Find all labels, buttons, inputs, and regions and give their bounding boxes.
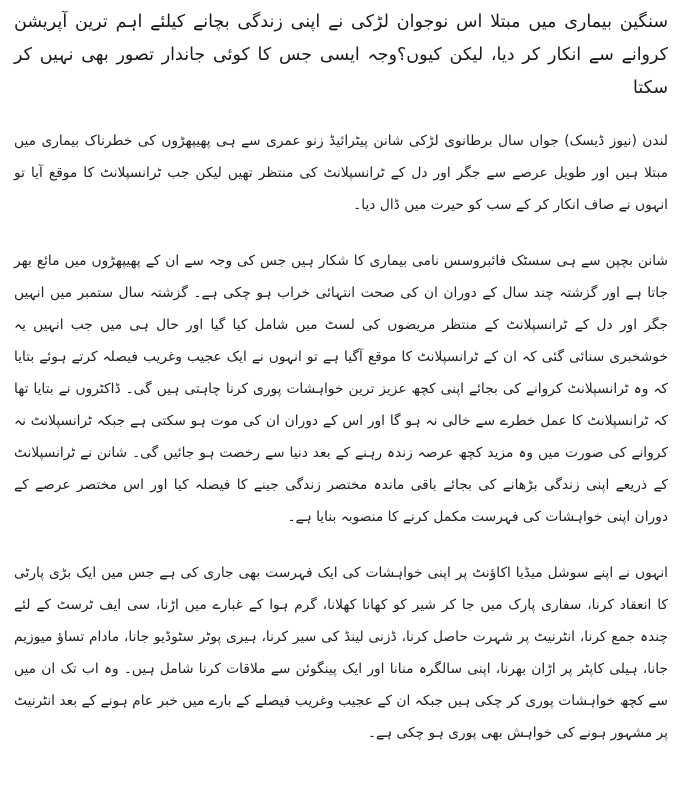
article-headline: سنگین بیماری میں مبتلا اس نوجوان لڑکی نے اپنی زندگی بچانے کیلئے اہم ترین آپریشن کروانے سے انکار کر دیا، لیکن کیوں؟وجہ ایسی جس کا کوئی جاندار تصور بھی نہیں کر سکتا (14, 12, 668, 98)
article-paragraph-3: انہوں نے اپنے سوشل میڈیا اکاﺅنٹ پر اپنی خواہشات کی ایک فہرست بھی جاری کی ہے جس میں ایک بڑی پارٹی کا انعقاد کرنا، سفاری پارک میں جا کر شیر کو کھانا کھلانا، گرم ہوا کے غبارے میں اڑنا، سی ایف ٹرسٹ کے لئے چندہ جمع کرنا، انٹرنیٹ پر شہرت حاصل کرنا، ڈزنی لینڈ کی سیر کرنا، ہیری پوٹر سٹوڈیو جانا، مادام تساؤ میوزیم جانا، ہیلی کاپٹر پر اڑان بھرنا، اپنی سالگرہ منانا اور ایک پینگوئن سے ملاقات کرنا شامل ہیں۔ وہ اب تک ان میں سے کچھ خواہشات پوری کر چکی ہیں جبکہ ان کے عجیب وغریب فیصلے کے بارے میں خبر عام ہونے کے بعد انٹرنیٹ پر مشہور ہونے کی خواہش بھی پوری ہو چکی ہے۔ (14, 565, 668, 741)
news-article (14, 6, 668, 773)
article-paragraph-2: شانن بچپن سے ہی سسٹک فائبروسس نامی بیماری کا شکار ہیں جس کی وجہ سے ان کے پھیپھڑوں میں مائع بھر جاتا ہے اور گزشتہ چند سال کے دوران ان کی صحت انتہائی خراب ہو چکی ہے۔ گزشتہ سال ستمبر میں انہیں جگر اور دل کے ٹرانسپلانٹ کے منتظر مریضوں کی لسٹ میں شامل کیا گیا اور حال ہی میں جب انہیں یہ خوشخبری سنائی گئی کہ ان کے ٹرانسپلانٹ کا موقع آگیا ہے تو انہوں نے ایک عجیب وغریب فیصلہ کرتے ہوئے بتایا کہ وہ ٹرانسپلانٹ کروانے کی بجائے اپنی کچھ عزیز ترین خواہشات پوری کرنا چاہتی ہیں گی۔ ڈاکٹروں نے بتایا تھا کہ ٹرانسپلانٹ کا عمل خطرے سے خالی نہ ہو گا اور اس کے دوران ان کی موت ہو سکتی ہے جبکہ ٹرانسپلانٹ نہ کروانے کی صورت میں وہ مزید کچھ عرصہ زندہ رہنے کے بعد دنیا سے رخصت ہو جائیں گی۔ شانن نے ٹرانسپلانٹ کے ذریعے اپنی زندگی بڑھانے کی بجائے باقی ماندہ مختصر زندگی جینے کا فیصلہ کیا اور اس مختصر عرصے کے دوران اپنی خواہشات کی فہرست مکمل کرنے کا منصوبہ بنایا ہے۔ (14, 253, 668, 525)
article-paragraph-1: لندن (نیوز ڈیسک) جواں سال برطانوی لڑکی شانن پیٹرائیڈ زنو عمری سے ہی پھیپھڑوں کی خطرناک بیماری میں مبتلا ہیں اور طویل عرصے سے جگر اور دل کے ٹرانسپلانٹ کی منتظر تھیں لیکن جب ٹرانسپلانٹ کا موقع آیا تو انہوں نے صاف انکار کر کے سب کو حیرت میں ڈال دیا۔ (14, 133, 668, 213)
